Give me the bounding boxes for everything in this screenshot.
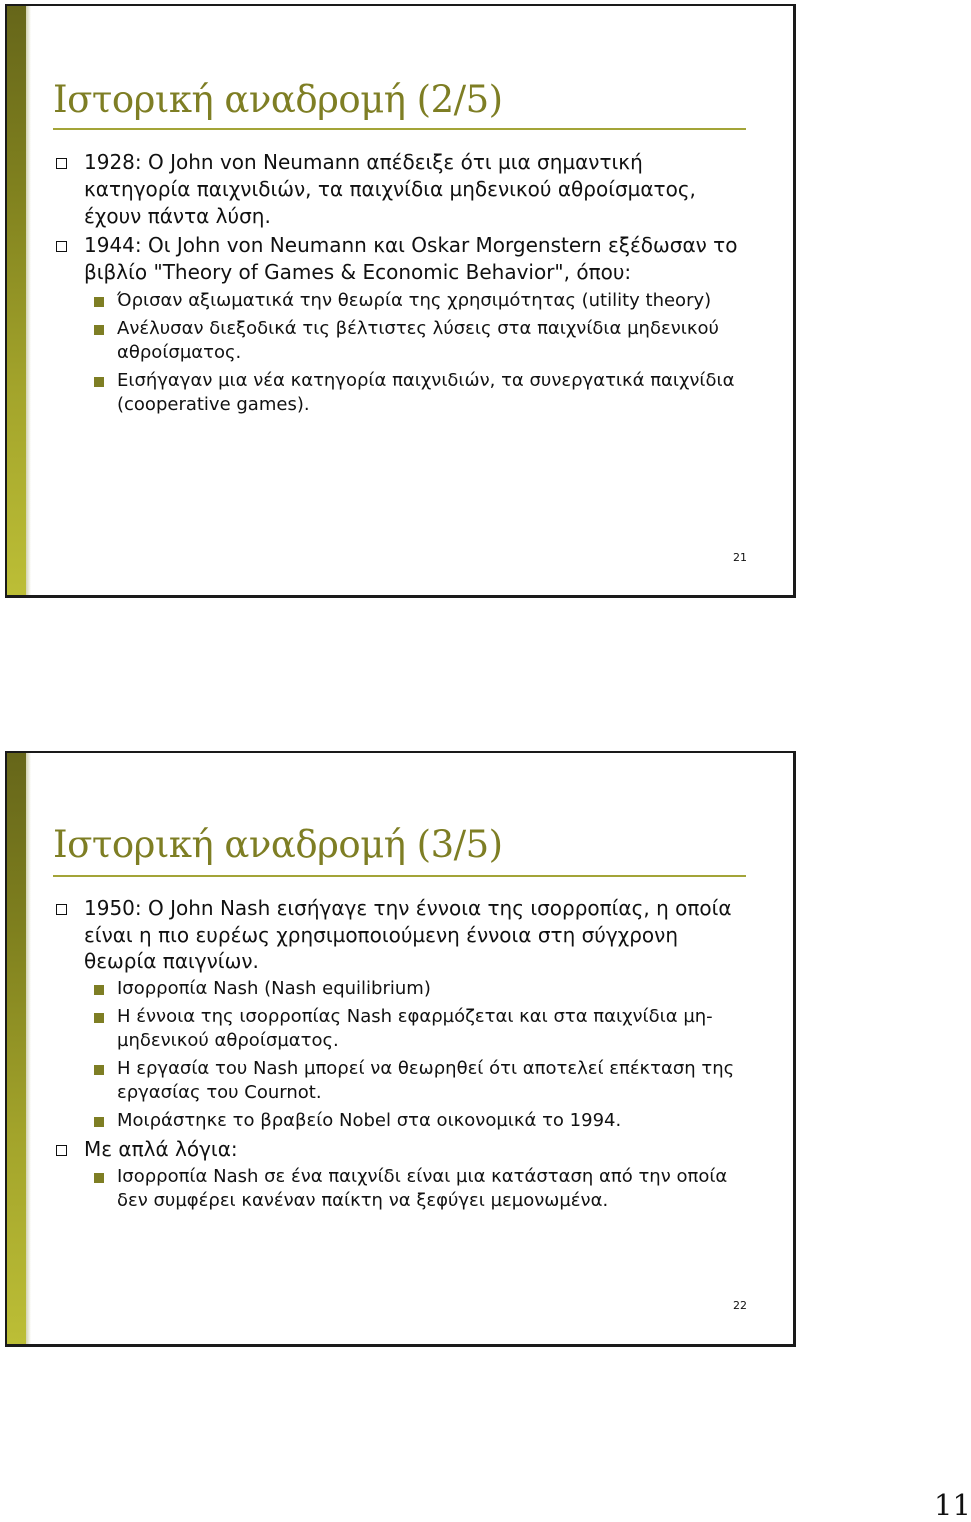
- sub-bullet-item: [53, 1057, 753, 1105]
- sub-bullet-text: Η έννοια της ισορροπίας Nash εφαρµόζεται και στα παιχνίδια µη-µηδενικού αθροίσµατος.: [117, 1005, 713, 1051]
- sub-bullet-text: Εισήγαγαν µια νέα κατηγορία παιχνιδιών, τα συνεργατικά παιχνίδια (cooperative games).: [117, 370, 735, 415]
- hollow-square-bullet-icon: [56, 241, 67, 252]
- sub-bullet-text: Ισορροπία Nash σε ένα παιχνίδι είναι µια κατάσταση από την οποία δεν συµφέρει κανέναν παίκτη να ξεφύγει µεµονωµένα.: [117, 1166, 728, 1211]
- filled-square-bullet-icon: [94, 297, 104, 307]
- slide-sidebar-bar: [7, 6, 26, 595]
- bullet-item: [53, 232, 753, 286]
- sub-bullet-text: Ανέλυσαν διεξοδικά τις βέλτιστες λύσεις στα παιχνίδια µηδενικού αθροίσµατος.: [117, 318, 719, 363]
- filled-square-bullet-icon: [94, 1065, 104, 1075]
- page-number: 11: [934, 1488, 971, 1522]
- filled-square-bullet-icon: [94, 1013, 104, 1023]
- title-underline: [53, 128, 746, 130]
- hollow-square-bullet-icon: [56, 158, 67, 169]
- bullet-text: 1928: O John von Neumann απέδειξε ότι µια σηµαντική κατηγορία παιχνιδιών, τα παιχνίδια µηδενικού αθροίσµατος, έχουν πάντα λύση.: [84, 150, 696, 228]
- bullet-text: 1944: Οι John von Neumann και Oskar Morgenstern εξέδωσαν το βιβλίο "Theory of Games & Economic Behavior", όπου:: [84, 233, 738, 284]
- filled-square-bullet-icon: [94, 985, 104, 995]
- sub-bullet-text: Ισορροπία Nash (Nash equilibrium): [117, 977, 431, 999]
- sub-bullet-item: [53, 289, 753, 313]
- bullet-item: [53, 149, 753, 230]
- sub-bullet-text: Όρισαν αξιωµατικά την θεωρία της χρησιµότητας (utility theory): [117, 290, 712, 311]
- slide-sidebar-shadow: [26, 753, 31, 1344]
- slide-21: [5, 4, 796, 598]
- sub-bullet-item: [53, 369, 753, 417]
- sub-bullet-text: Μοιράστηκε το βραβείο Nobel στα οικονοµικά το 1994.: [117, 1109, 622, 1131]
- slide-title: Ιστορική αναδρομή (3/5): [53, 823, 503, 866]
- title-underline: [53, 875, 746, 877]
- filled-square-bullet-icon: [94, 1117, 104, 1127]
- slide-title: Ιστορική αναδρομή (2/5): [53, 78, 503, 121]
- filled-square-bullet-icon: [94, 1173, 104, 1183]
- slide-number: 22: [733, 1299, 747, 1312]
- slide-number: 21: [733, 551, 747, 564]
- filled-square-bullet-icon: [94, 377, 104, 387]
- sub-bullet-item: [53, 977, 753, 1001]
- sub-bullet-text: Η εργασία του Nash µπορεί να θεωρηθεί ότι αποτελεί επέκταση της εργασίας του Cournot.: [117, 1057, 735, 1103]
- bullet-text: Με απλά λόγια:: [84, 1136, 238, 1161]
- sub-bullet-item: [53, 1109, 753, 1133]
- slide-sidebar-shadow: [26, 6, 31, 595]
- slide-content: [53, 149, 753, 417]
- filled-square-bullet-icon: [94, 325, 104, 335]
- bullet-text: 1950: Ο John Nash εισήγαγε την έννοια της ισορροπίας, η οποία είναι η πιο ευρέως χρησιµοποιούµενη έννοια στη σύγχρονη θεωρία παιγνίων.: [84, 896, 732, 973]
- hollow-square-bullet-icon: [56, 1145, 67, 1156]
- slide-22: [5, 751, 796, 1347]
- sub-bullet-item: [53, 317, 753, 365]
- hollow-square-bullet-icon: [56, 904, 67, 915]
- sub-bullet-item: [53, 1005, 753, 1053]
- slide-content: [53, 895, 753, 1213]
- sub-bullet-item: [53, 1165, 753, 1213]
- bullet-item: [53, 895, 753, 975]
- slide-sidebar-bar: [7, 753, 26, 1344]
- bullet-item: [53, 1136, 753, 1163]
